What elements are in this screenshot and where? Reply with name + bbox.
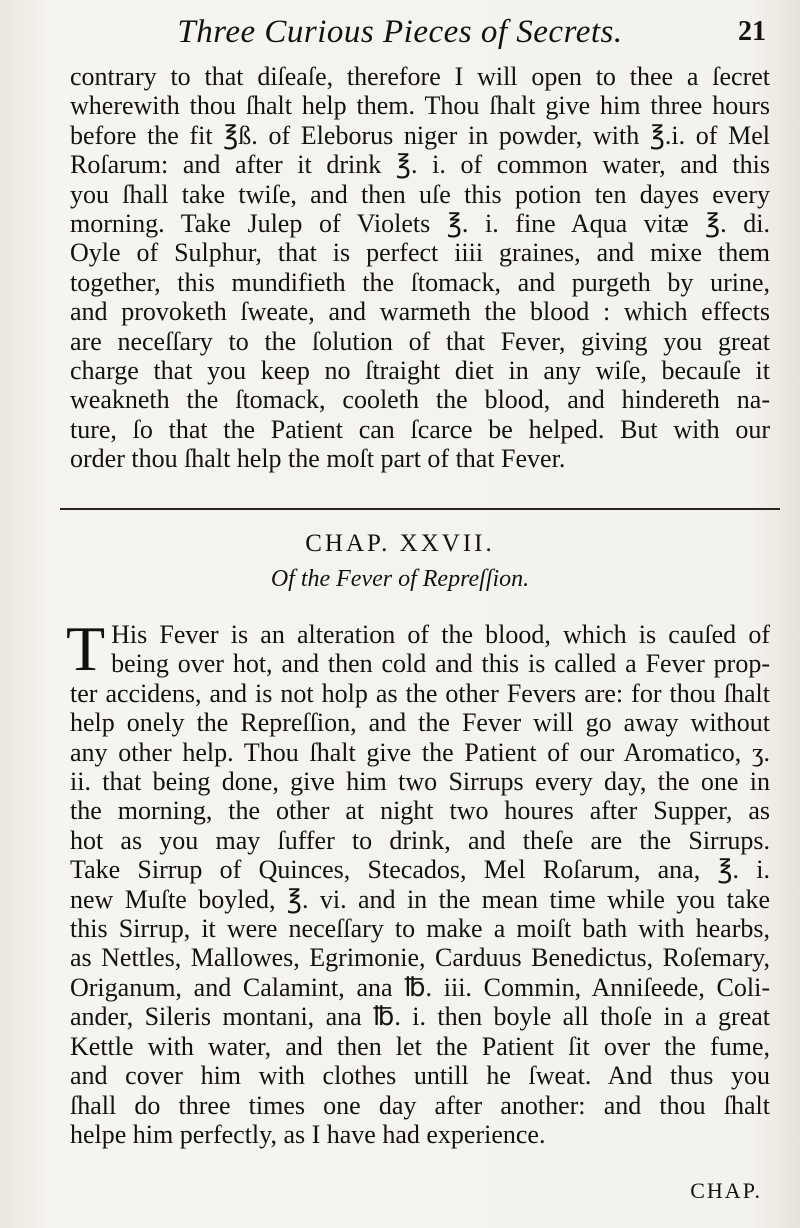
text-line: His Fever is an alteration of the blood, which is cauſed of bbox=[111, 620, 770, 649]
text-line: help onely the Repreſſion, and the Fever will go away without bbox=[70, 708, 770, 738]
text-line: and provoketh ſweate, and warmeth the blood : which effects bbox=[70, 297, 770, 327]
text-line: hot as you may ſuffer to drink, and theſe are the Sirrups. bbox=[70, 825, 770, 855]
drop-cap: T bbox=[66, 613, 106, 684]
text-line: Take Sirrup of Quinces, Stecados, Mel Roſarum, ana, ℥. i. bbox=[70, 855, 770, 885]
text-line: the morning, the other at night two houres after Supper, as bbox=[70, 796, 770, 826]
text-line: ter accidens, and is not holp as the other Fevers are: for thou ſhalt bbox=[70, 678, 770, 708]
section-divider bbox=[60, 508, 780, 510]
text-line: being over hot, and then cold and this is called a Fever prop- bbox=[111, 649, 770, 679]
chapter-title: Of the Fever of Repreſſion. bbox=[270, 566, 530, 592]
text-line: order thou ſhalt help the moſt part of that Fever. bbox=[70, 444, 566, 474]
text-line: are neceſſary to the ſolution of that Fever, giving you great bbox=[70, 326, 770, 356]
text-line: wherewith thou ſhalt help them. Thou ſhalt give him three hours bbox=[70, 91, 770, 121]
text-line: morning. Take Julep of Violets ℥. i. fine Aqua vitæ ℥. di. bbox=[70, 209, 770, 239]
text-line: together, this mundifieth the ſtomack, and purgeth by urine, bbox=[70, 267, 770, 297]
text-line: and cover him with clothes untill he ſweat. And thus you bbox=[70, 1061, 770, 1091]
text-line: weakneth the ſtomack, cooleth the blood, and hindereth na- bbox=[70, 385, 770, 415]
text-line: this Sirrup, it were neceſſary to make a moiſt bath with hearbs, bbox=[70, 914, 770, 944]
page-header bbox=[0, 8, 800, 58]
chapter-paragraph bbox=[66, 613, 770, 1149]
text-line: contrary to that diſeaſe, therefore I will open to thee a ſecret bbox=[70, 62, 770, 91]
running-head: Three Curious Pieces of Secrets. bbox=[177, 14, 623, 50]
text-line: new Muſte boyled, ℥. vi. and in the mean time while you take bbox=[70, 884, 770, 914]
text-line: charge that you keep no ſtraight diet in any wiſe, becauſe it bbox=[70, 356, 770, 386]
catchword: CHAP. bbox=[690, 1178, 762, 1203]
text-line: Roſarum: and after it drink ℥. i. of common water, and this bbox=[70, 150, 770, 180]
text-line: Oyle of Sulphur, that is perfect iiii graines, and mixe them bbox=[70, 238, 770, 268]
page-number: 21 bbox=[738, 16, 766, 47]
text-line: ſhall do three times one day after another: and thou ſhalt bbox=[70, 1090, 770, 1120]
text-line: Kettle with water, and then let the Patient ſit over the fume, bbox=[70, 1031, 770, 1061]
text-line: ture, ſo that the Patient can ſcarce be helped. But with our bbox=[70, 414, 770, 444]
chapter-heading: CHAP. XXVII. bbox=[305, 530, 495, 557]
text-line: ander, Sileris montani, ana ℔. i. then boyle all thoſe in a great bbox=[70, 1002, 770, 1032]
text-line: ii. that being done, give him two Sirrups every day, the one in bbox=[70, 767, 770, 797]
text-line: helpe him perfectly, as I have had experience. bbox=[70, 1119, 546, 1149]
text-line: as Nettles, Mallowes, Egrimonie, Carduus Benedictus, Roſemary, bbox=[70, 943, 770, 973]
text-line: any other help. Thou ſhalt give the Patient of our Aromatico, ʒ. bbox=[70, 737, 770, 767]
text-line: you ſhall take twiſe, and then uſe this potion ten dayes every bbox=[70, 179, 770, 209]
paragraph-continued bbox=[70, 62, 770, 474]
text-line: before the fit ℥ß. of Eleborus niger in powder, with ℥.i. of Mel bbox=[70, 120, 770, 150]
text-line: Origanum, and Calamint, ana ℔. iii. Commin, Anniſeede, Coli- bbox=[70, 972, 770, 1002]
